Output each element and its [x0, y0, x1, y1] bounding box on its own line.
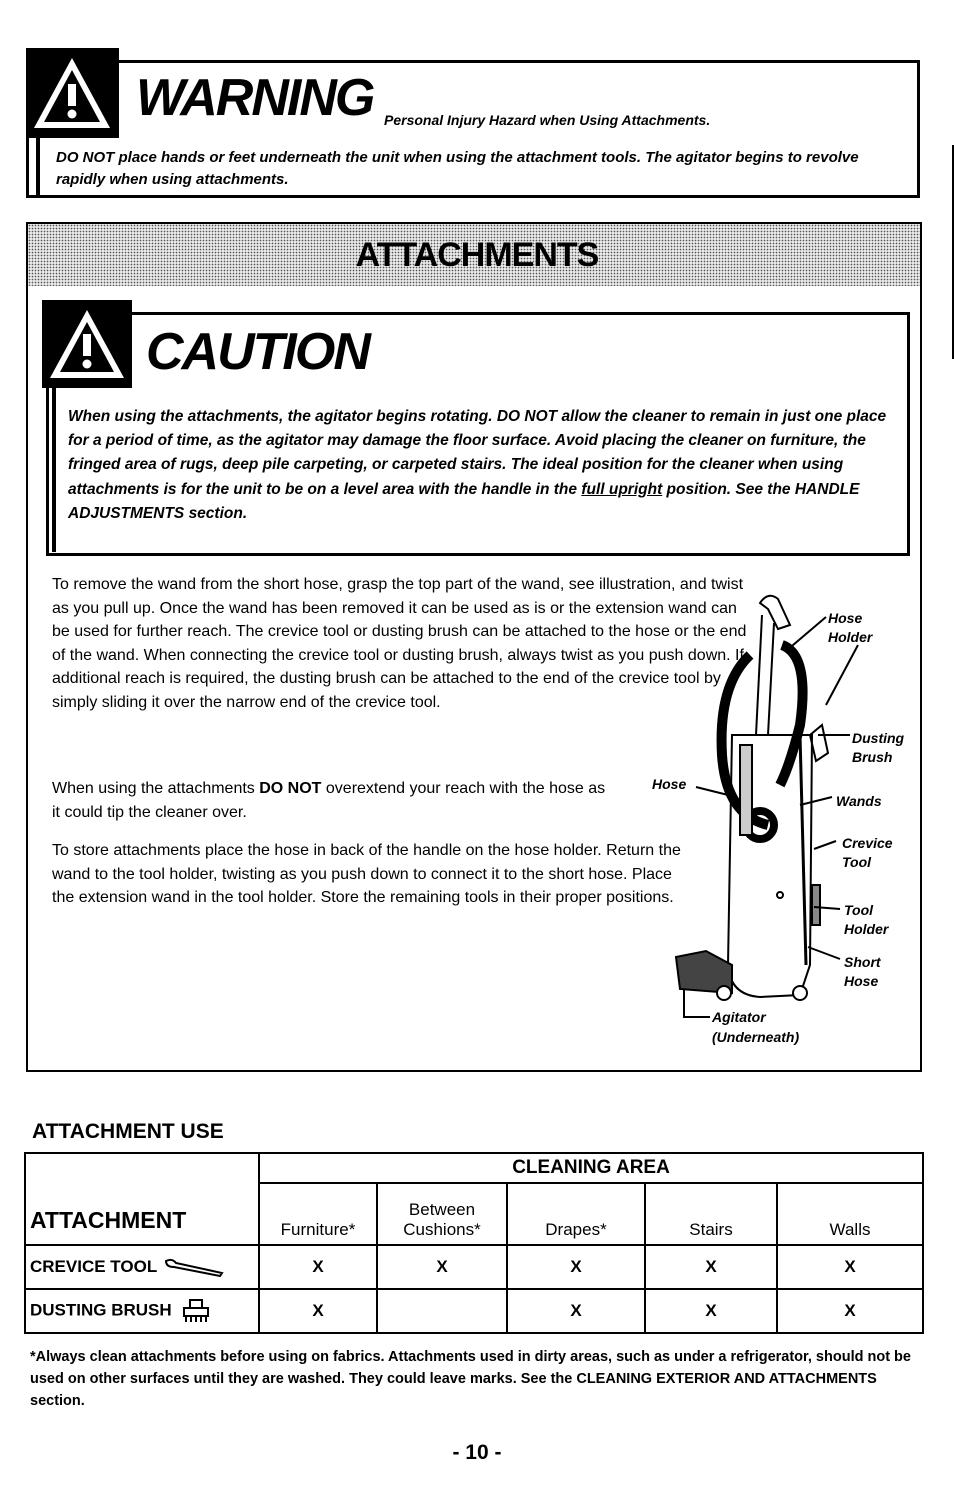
caution-body [68, 405, 904, 526]
vacuum-illustration [640, 585, 930, 1050]
column-header: Walls [777, 1183, 923, 1245]
paragraph-reach-a: When using the attachments [52, 780, 260, 797]
column-header: Drapes* [507, 1183, 645, 1245]
label-dusting-brush-1: Dusting [852, 730, 905, 746]
paragraph-reach-b: overextend your reach with the hose as it could tip the cleaner over. [52, 780, 606, 821]
caution-icon [42, 300, 132, 388]
table-cell: X [777, 1245, 923, 1289]
table-cell: X [507, 1245, 645, 1289]
row-label-text: CREVICE TOOL [30, 1256, 157, 1276]
label-dusting-brush-2: Brush [852, 749, 893, 765]
column-header: Stairs [645, 1183, 777, 1245]
attachment-column-header: ATTACHMENT [25, 1153, 259, 1245]
label-wands: Wands [836, 793, 882, 809]
paragraph-store: To store attachments place the hose in back of the handle on the hose holder. Return the wand to the tool holder, twisting as you push down to connect it to the short hose. Place the extension wand in the tool holder. Store the remaining tools in their proper positions. [52, 842, 681, 906]
label-short-hose-1: Short [844, 954, 881, 970]
table-cell: X [259, 1289, 377, 1333]
label-agitator-2: (Underneath) [712, 1029, 800, 1045]
table-cell: X [645, 1289, 777, 1333]
row-label-text: DUSTING BRUSH [30, 1300, 172, 1320]
table-cell: X [259, 1245, 377, 1289]
cleaning-area-header: CLEANING AREA [259, 1153, 923, 1183]
caution-underlined: full upright [581, 480, 663, 498]
row-label-crevice-tool [25, 1245, 259, 1289]
table-cell: X [777, 1289, 923, 1333]
warning-icon [26, 48, 119, 138]
attachment-use-heading: ATTACHMENT USE [32, 1120, 224, 1143]
crevice-tool-icon [162, 1257, 226, 1277]
attachment-use-table [24, 1152, 924, 1334]
label-tool-holder-1: Tool [844, 902, 874, 918]
label-crevice-tool-2: Tool [842, 854, 872, 870]
paragraph-reach-bold: DO NOT [259, 780, 322, 797]
label-hose-holder-1: Hose [828, 610, 863, 626]
caution-text-2: position. See the HANDLE ADJUSTMENTS section. [68, 480, 860, 522]
warning-title: WARNING [136, 69, 374, 127]
table-row [25, 1289, 923, 1333]
label-short-hose-2: Hose [844, 973, 879, 989]
table-cell [377, 1289, 507, 1333]
attachments-title: ATTACHMENTS [355, 236, 599, 274]
dusting-brush-icon [176, 1298, 216, 1324]
column-header: Furniture* [259, 1183, 377, 1245]
label-tool-holder-2: Holder [844, 921, 889, 937]
label-hose-holder-2: Holder [828, 629, 873, 645]
footnote: *Always clean attachments before using on fabrics. Attachments used in dirty areas, such as under a refrigerator, should not be used on other surfaces until they are washed. They could leave marks. See the CLEANING EXTERIOR AND ATTACHMENTS section. [30, 1349, 911, 1409]
caution-text-1: When using the attachments, the agitator begins rotating. DO NOT allow the cleaner to remain in just one place for a period of time, as the agitator may damage the floor surface. Avoid placing the cleaner on furniture, the fringed area of rugs, deep pile carpeting, or carpeted stairs. The ideal position for the cleaner when using attachments is for the unit to be on a level area with the handle in the [68, 408, 887, 498]
table-row [25, 1245, 923, 1289]
label-agitator-1: Agitator [712, 1009, 766, 1025]
row-label-dusting-brush [25, 1289, 259, 1333]
warning-body: DO NOT place hands or feet underneath the unit when using the attachment tools. The agitator begins to revolve rapidly when using attachments. [56, 149, 859, 188]
label-hose: Hose [652, 776, 687, 792]
table-cell: X [507, 1289, 645, 1333]
caution-title: CAUTION [146, 323, 369, 381]
paragraph-remove-wand: To remove the wand from the short hose, grasp the top part of the wand, see illustration, and twist as you pull up. Once the wand has been removed it can be used as is or the extension wand can be used for further reach. The crevice tool or dusting brush can be attached to the hose or the end of the wand. When connecting the crevice tool or dusting brush, always twist as you push down. If additional reach is required, the dusting brush can be attached to the end of the crevice tool by simply sliding it over the narrow end of the crevice tool. [52, 576, 747, 711]
table-cell: X [645, 1245, 777, 1289]
warning-subtitle: Personal Injury Hazard when Using Attachments. [384, 112, 711, 128]
paragraph-reach [52, 777, 612, 824]
table-cell: X [377, 1245, 507, 1289]
column-header: Between Cushions* [377, 1183, 507, 1245]
caution-left-bar [52, 388, 56, 552]
page-number: - 10 - [452, 1441, 502, 1464]
warning-left-bar [36, 138, 40, 196]
label-crevice-tool-1: Crevice [842, 835, 893, 851]
